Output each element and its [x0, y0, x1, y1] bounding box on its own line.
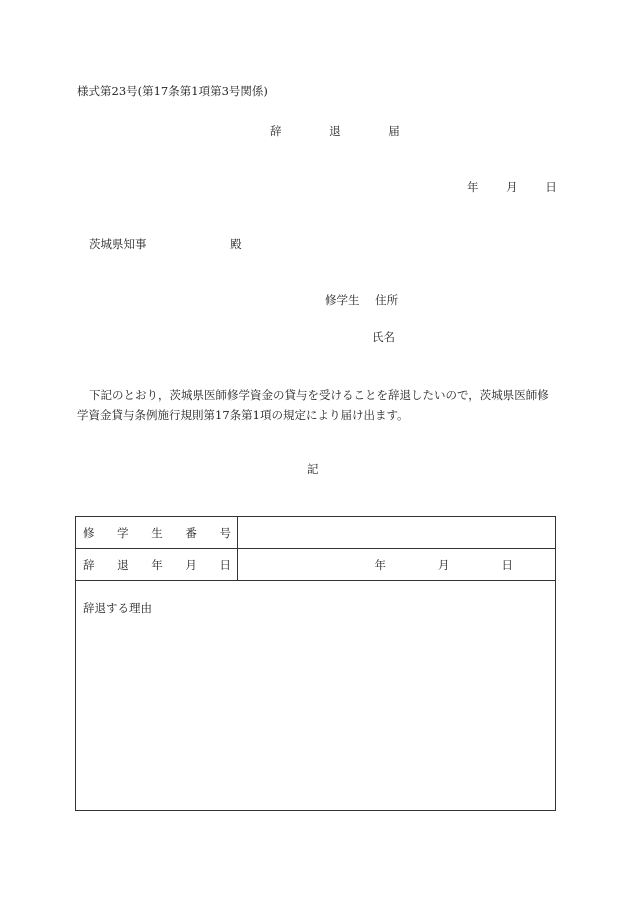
student-number-label — [76, 517, 238, 549]
applicant-name-label: 氏名 — [372, 330, 395, 344]
date-day-label: 日 — [545, 180, 557, 194]
label-char: 番 — [185, 525, 197, 540]
label-char: 退 — [117, 557, 129, 572]
label-char: 辞 — [83, 557, 95, 572]
addressee-name: 茨城県知事 — [89, 237, 147, 251]
submission-date — [467, 180, 557, 194]
label-char: 修 — [83, 525, 95, 540]
reason-field[interactable] — [76, 581, 556, 811]
date-month-label: 月 — [506, 180, 518, 194]
withdrawal-year-unit: 年 — [374, 557, 386, 572]
date-year-label: 年 — [467, 180, 479, 194]
document-title: 辞 退 届 — [270, 124, 422, 138]
details-table — [75, 516, 556, 811]
withdrawal-day-unit: 日 — [501, 557, 513, 572]
label-char: 年 — [151, 557, 163, 572]
applicant-role: 修学生 — [325, 293, 360, 307]
label-char: 号 — [219, 525, 231, 540]
reason-row — [76, 581, 556, 811]
withdrawal-date-row — [76, 549, 556, 581]
label-char: 日 — [219, 557, 231, 572]
note-mark: 記 — [307, 462, 319, 476]
student-number-field[interactable] — [238, 517, 556, 549]
form-code: 様式第23号(第17条第1項第3号関係) — [77, 84, 268, 98]
withdrawal-date-label — [76, 549, 238, 581]
addressee — [89, 237, 242, 251]
label-char: 生 — [151, 525, 163, 540]
student-number-row — [76, 517, 556, 549]
label-char: 月 — [185, 557, 197, 572]
addressee-honorific: 殿 — [230, 237, 242, 251]
address-label: 住所 — [375, 293, 399, 307]
applicant-address-row — [325, 293, 398, 307]
withdrawal-month-unit: 月 — [438, 557, 450, 572]
label-char: 学 — [117, 525, 129, 540]
body-text: 下記のとおり，茨城県医師修学資金の貸与を受けることを辞退したいので，茨城県医師修学資金貸与条例施行規則第17条第1項の規定により届け出ます。 — [77, 388, 549, 422]
withdrawal-date-field[interactable] — [238, 549, 556, 581]
reason-label: 辞退する理由 — [83, 601, 152, 615]
